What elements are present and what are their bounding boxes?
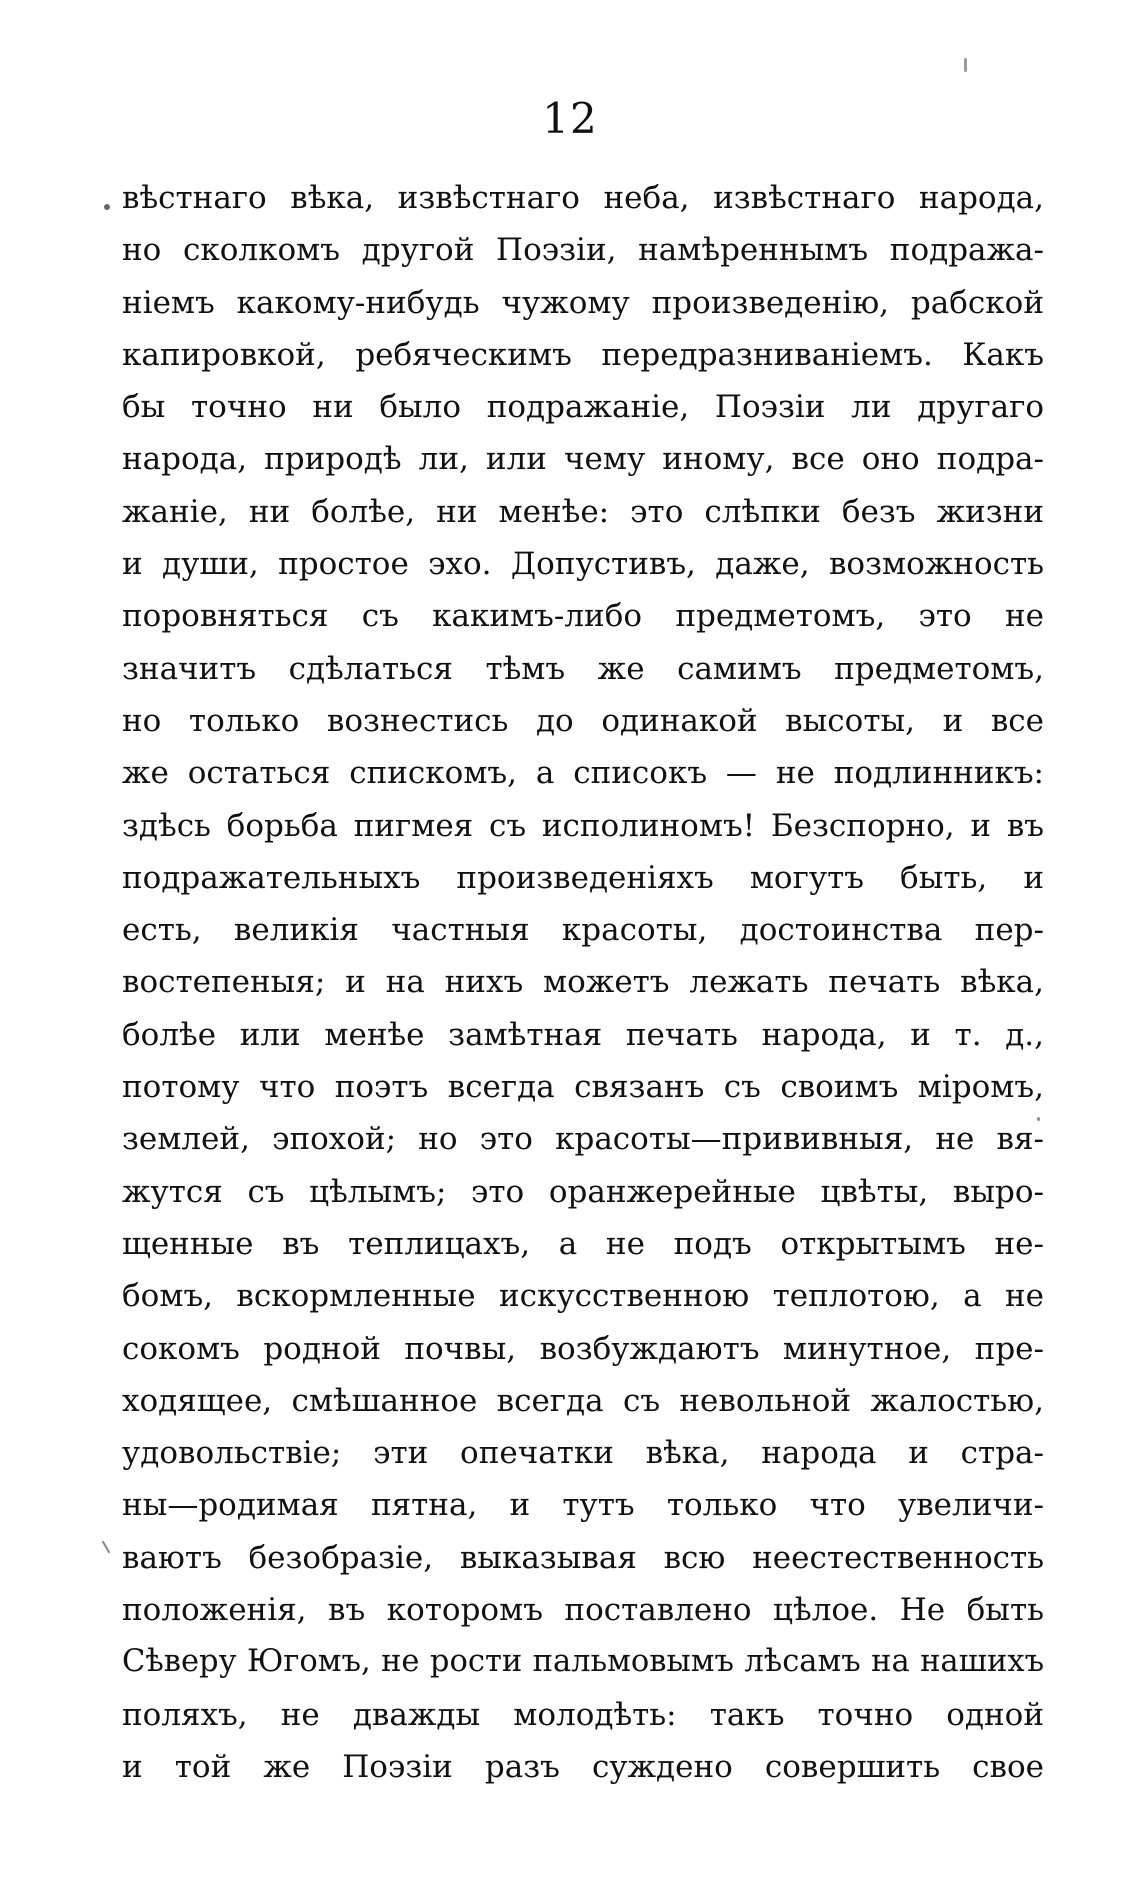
text-line: жутся съ цѣлымъ; это оранжерейные цвѣты, выро- (122, 1173, 1044, 1210)
text-line: землей, эпохой; но это красоты—прививныя, не вя- (122, 1121, 1044, 1158)
text-line: есть, великія частныя красоты, достоинства пер- (122, 912, 1044, 949)
text-line: но только вознестись до одинакой высоты, и все (122, 702, 1044, 739)
text-line: потому что поэтъ всегда связанъ съ своимъ міромъ, (122, 1069, 1044, 1106)
ink-speck (102, 1540, 111, 1553)
text-line: здѣсь борьба пигмея съ исполиномъ! Безспорно, и въ (122, 807, 1044, 844)
text-line: бомъ, вскормленные искусственною теплотою, а не (122, 1278, 1044, 1315)
ink-speck (104, 204, 110, 210)
text-line: поровняться съ какимъ-либо предметомъ, это не (122, 598, 1044, 635)
text-line: ны—родимая пятна, и тутъ только что увеличи- (122, 1487, 1044, 1524)
text-line: капировкой, ребяческимъ передразниваніемъ. Какъ (122, 336, 1044, 373)
text-line: востепеныя; и на нихъ можетъ лежать печать вѣка, (122, 964, 1044, 1001)
text-line: но сколкомъ другой Поэзіи, намѣреннымъ подража- (122, 232, 1044, 269)
text-line: жаніе, ни болѣе, ни менѣе: это слѣпки безъ жизни (122, 493, 1044, 530)
text-line: подражательныхъ произведеніяхъ могутъ быть, и (122, 859, 1044, 896)
text-line: положенія, въ которомъ поставлено цѣлое. Не быть (122, 1592, 1044, 1629)
text-line: удовольствіе; эти опечатки вѣка, народа и стра- (122, 1435, 1044, 1472)
text-line: и той же Поэзіи разъ суждено совершить свое (122, 1748, 1044, 1785)
text-line: и души, простое эхо. Допустивъ, даже, возможность (122, 546, 1044, 583)
text-line: поляхъ, не дважды молодѣть: такъ точно одной (122, 1696, 1044, 1733)
text-line: болѣе или менѣе замѣтная печать народа, и т. д., (122, 1016, 1044, 1053)
page-number: 12 (542, 94, 598, 143)
text-line: ніемъ какому-нибудь чужому произведенію, рабской (122, 284, 1044, 321)
text-line: ходящее, смѣшанное всегда съ невольной жалостью, (122, 1382, 1044, 1419)
text-line: народа, природѣ ли, или чему иному, все оно подра- (122, 441, 1044, 478)
text-line: вѣстнаго вѣка, извѣстнаго неба, извѣстнаго народа, (122, 180, 1044, 216)
text-line: сокомъ родной почвы, возбуждаютъ минутное, пре- (122, 1330, 1044, 1367)
text-line: бы точно ни было подражаніе, Поэзіи ли другаго (122, 389, 1044, 426)
ink-speck (964, 58, 967, 72)
text-line: щенные въ теплицахъ, а не подъ открытымъ не- (122, 1225, 1044, 1262)
text-line: же остаться спискомъ, а списокъ — не подлинникъ: (122, 755, 1044, 792)
body-text (122, 172, 1044, 1793)
text-line: Сѣверу Югомъ, не рости пальмовымъ лѣсамъ на нашихъ (122, 1644, 1044, 1680)
text-line: ваютъ безобразіе, выказывая всю неестественность (122, 1539, 1044, 1576)
text-line: значитъ сдѣлаться тѣмъ же самимъ предметомъ, (122, 650, 1044, 687)
